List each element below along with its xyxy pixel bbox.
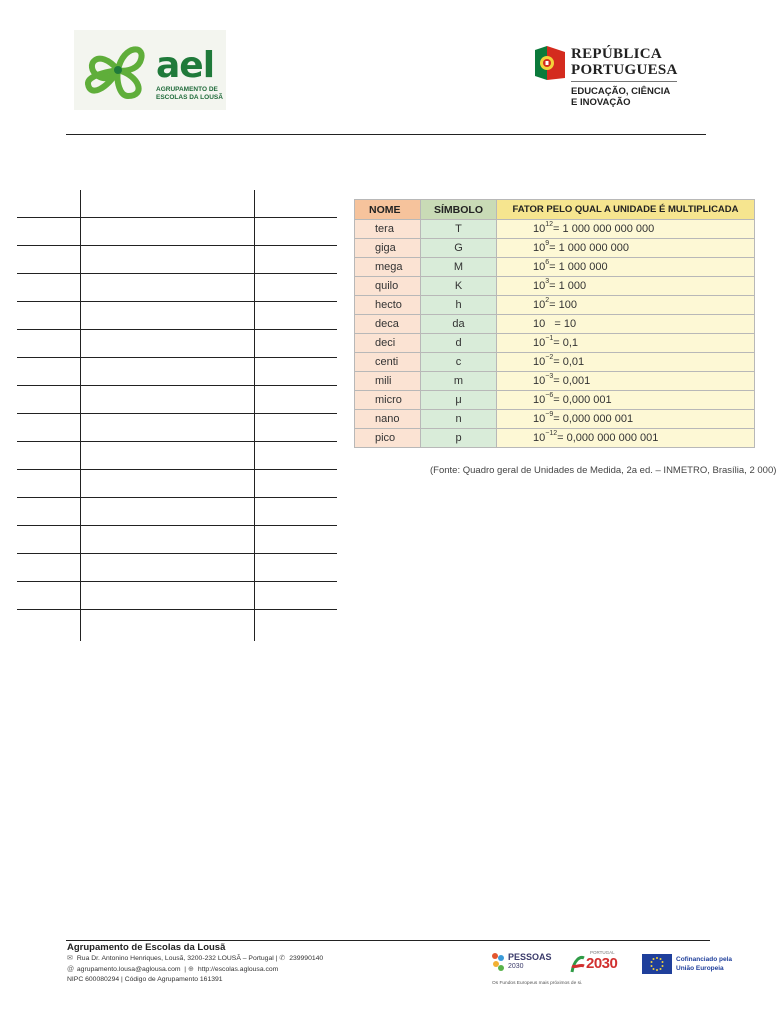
factor-exponent: −1: [545, 335, 554, 342]
prefix-factor: [497, 353, 755, 372]
table-row: [355, 410, 755, 429]
footer-email[interactable]: agrupamento.lousa@aglousa.com: [76, 965, 181, 973]
prefix-name: centi: [355, 353, 421, 372]
prefix-symbol: m: [421, 372, 497, 391]
grid-row-line: [17, 609, 337, 610]
factor-exponent: 3: [545, 278, 550, 285]
globe-icon: ⊕: [187, 965, 194, 973]
factor-exponent: 12: [545, 221, 554, 228]
footer-nipc: NIPC 600080294 | Código de Agrupamento 161391: [67, 976, 223, 983]
grid-row-line: [17, 581, 337, 582]
prefix-symbol: n: [421, 410, 497, 429]
table-row: [355, 334, 755, 353]
factor-value: = 0,001: [553, 375, 591, 387]
factor-value: = 1 000 000: [549, 261, 608, 273]
table-row: [355, 391, 755, 410]
prefix-name: deca: [355, 315, 421, 334]
factor-value: = 1 000: [549, 280, 587, 292]
government-title: REPÚBLICA PORTUGUESA: [571, 46, 678, 78]
eu-cofunded-text: Cofinanciado pela União Europeia: [676, 956, 732, 972]
factor-exponent: 9: [545, 240, 550, 247]
prefix-name: pico: [355, 429, 421, 448]
prefix-factor: [497, 296, 755, 315]
factor-exponent: −6: [545, 392, 554, 399]
prefix-symbol: M: [421, 258, 497, 277]
factor-value: = 0,1: [553, 337, 579, 349]
table-header-row: [355, 200, 755, 220]
footer-phone: 239990140: [289, 955, 324, 962]
eu-cofunded-logo: [642, 954, 732, 976]
at-icon: @: [67, 965, 75, 973]
factor-value: = 0,000 000 000 001: [557, 432, 659, 444]
prefix-name: giga: [355, 239, 421, 258]
prefix-name: tera: [355, 220, 421, 239]
grid-row-line: [17, 553, 337, 554]
prefix-name: mega: [355, 258, 421, 277]
footer-address-line: ✉ Rua Dr. Antonino Henriques, Lousã, 3200-232 LOUSÃ – Portugal | ✆ 239990140: [67, 954, 367, 965]
school-logo-subtitle: AGRUPAMENTO DE ESCOLAS DA LOUSÃ: [156, 86, 223, 101]
factor-value: = 1 000 000 000 000: [553, 223, 655, 235]
factor-exponent: −3: [545, 373, 554, 380]
factor-exponent: −2: [545, 354, 554, 361]
government-logo-divider: [571, 81, 677, 82]
grid-row-line: [17, 469, 337, 470]
prefix-factor: [497, 239, 755, 258]
grid-row-line: [17, 273, 337, 274]
grid-column-line: [254, 190, 255, 641]
grid-row-line: [17, 217, 337, 218]
grid-row-line: [17, 497, 337, 498]
column-header-symbol: SÍMBOLO: [421, 200, 497, 220]
school-wordmark: ael: [156, 45, 215, 86]
prefix-factor: [497, 334, 755, 353]
prefix-factor: [497, 220, 755, 239]
factor-exponent: −9: [545, 411, 554, 418]
prefix-name: mili: [355, 372, 421, 391]
grid-row-line: [17, 245, 337, 246]
grid-row-line: [17, 413, 337, 414]
prefix-factor: [497, 429, 755, 448]
grid-row-line: [17, 385, 337, 386]
prefix-factor: [497, 277, 755, 296]
factor-base: 10: [533, 375, 546, 387]
prefix-factor: [497, 372, 755, 391]
portugal-2030-logo: PORTUGAL 2030: [570, 950, 630, 978]
envelope-icon: ✉: [67, 955, 73, 962]
ministry-name: EDUCAÇÃO, CIÊNCIA E INOVAÇÃO: [571, 86, 671, 108]
footer-contact: [67, 942, 367, 986]
prefix-symbol: T: [421, 220, 497, 239]
table-row: [355, 353, 755, 372]
factor-value: = 0,000 001: [553, 394, 612, 406]
grid-row-line: [17, 525, 337, 526]
prefix-symbol: d: [421, 334, 497, 353]
clover-logo-icon: [78, 36, 158, 104]
prefix-name: deci: [355, 334, 421, 353]
table-row: [355, 239, 755, 258]
grid-column-line: [80, 190, 81, 641]
footer-org-name: Agrupamento de Escolas da Lousã: [67, 942, 226, 953]
prefix-name: hecto: [355, 296, 421, 315]
factor-value: = 100: [549, 299, 577, 311]
prefix-symbol: G: [421, 239, 497, 258]
table-row: [355, 220, 755, 239]
grid-row-line: [17, 329, 337, 330]
footer-address: Rua Dr. Antonino Henriques, Lousã, 3200-232 LOUSÃ – Portugal: [76, 955, 274, 962]
prefix-symbol: h: [421, 296, 497, 315]
factor-base: 10: [533, 280, 546, 292]
table-row: [355, 315, 755, 334]
table-row: [355, 258, 755, 277]
factor-base: 10: [533, 318, 546, 330]
factor-base: 10: [533, 337, 546, 349]
table-row: [355, 277, 755, 296]
pessoas-people-icon: [490, 952, 506, 974]
column-header-factor: FATOR PELO QUAL A UNIDADE É MULTIPLICADA: [497, 200, 755, 220]
factor-base: 10: [533, 432, 546, 444]
factor-value: = 0,01: [553, 356, 585, 368]
table-source-note: (Fonte: Quadro geral de Unidades de Medida, 2a ed. – INMETRO, Brasília, 2 000): [430, 465, 776, 476]
grid-row-line: [17, 301, 337, 302]
prefix-factor: [497, 391, 755, 410]
prefix-symbol: K: [421, 277, 497, 296]
footer-website[interactable]: http://escolas.aglousa.com: [197, 965, 279, 973]
pessoas-2030-logo: PESSOAS 2030: [490, 950, 560, 978]
prefix-factor: [497, 258, 755, 277]
prefix-symbol: μ: [421, 391, 497, 410]
government-logo: [533, 44, 693, 114]
factor-value: = 0,000 000 001: [553, 413, 634, 425]
factor-base: 10: [533, 223, 546, 235]
footer-divider: [66, 940, 710, 941]
table-row: [355, 429, 755, 448]
grid-row-line: [17, 357, 337, 358]
prefix-name: nano: [355, 410, 421, 429]
portugal-flag-icon: [533, 44, 567, 84]
factor-base: 10: [533, 299, 546, 311]
footer-web-line: @ agrupamento.lousa@aglousa.com | ⊕ http://escolas.aglousa.com: [67, 965, 367, 976]
factor-base: 10: [533, 413, 546, 425]
factor-base: 10: [533, 261, 546, 273]
factor-exponent: −12: [545, 430, 558, 437]
prefix-symbol: p: [421, 429, 497, 448]
prefix-symbol: da: [421, 315, 497, 334]
factor-base: 10: [533, 356, 546, 368]
funding-logos: [490, 950, 732, 990]
prefix-factor: [497, 315, 755, 334]
header-divider: [66, 134, 706, 135]
eu-flag-icon: [642, 954, 672, 974]
grid-row-line: [17, 441, 337, 442]
table-row: [355, 296, 755, 315]
prefix-name: quilo: [355, 277, 421, 296]
prefix-symbol: c: [421, 353, 497, 372]
school-logo: [74, 30, 226, 110]
si-prefix-table-figure: [354, 199, 776, 476]
table-row: [355, 372, 755, 391]
funding-tagline: Os Fundos Europeus mais próximos de si.: [492, 981, 583, 986]
factor-exponent: 2: [545, 297, 550, 304]
factor-exponent: 6: [545, 259, 550, 266]
prefix-name: micro: [355, 391, 421, 410]
phone-icon: ✆: [279, 955, 286, 962]
blank-worksheet-table: [17, 190, 337, 641]
factor-value: = 10: [545, 318, 577, 330]
factor-base: 10: [533, 394, 546, 406]
factor-base: 10: [533, 242, 546, 254]
factor-value: = 1 000 000 000: [549, 242, 629, 254]
column-header-name: NOME: [355, 200, 421, 220]
prefix-factor: [497, 410, 755, 429]
portugal-2030-swirl-icon: [570, 954, 586, 976]
si-prefix-table: [354, 199, 755, 448]
